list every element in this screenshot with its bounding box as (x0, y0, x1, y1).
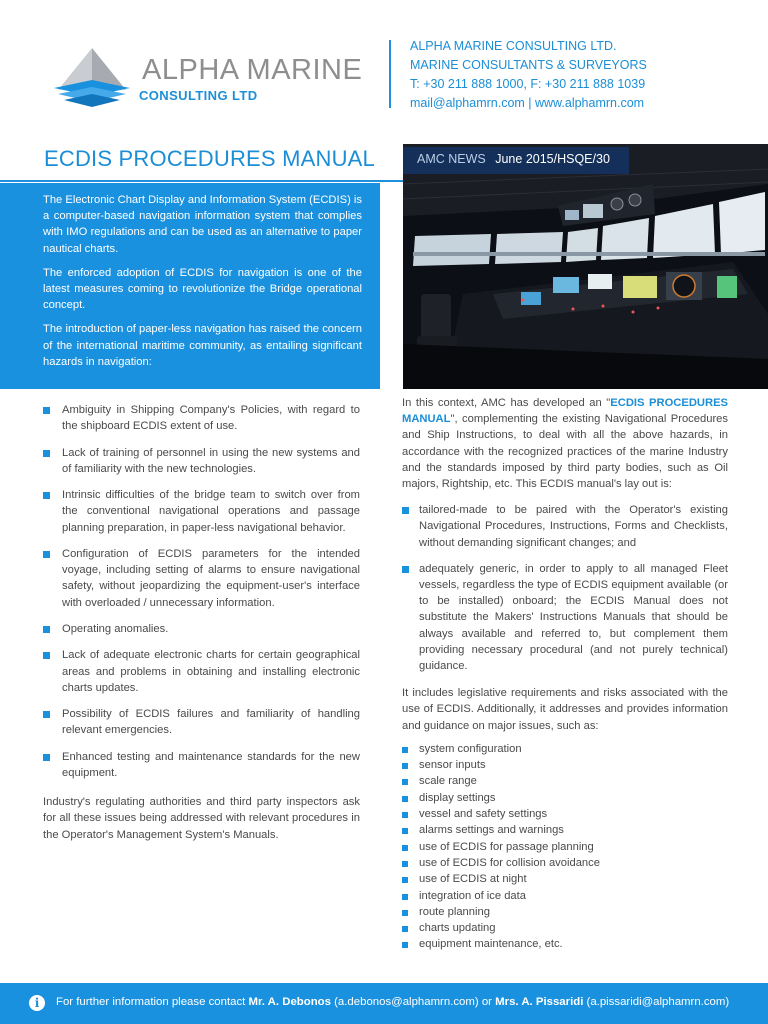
list-item (402, 741, 728, 757)
footer-contact (56, 996, 729, 1008)
bullet-square-icon (402, 747, 408, 753)
bullet-square-icon (402, 861, 408, 867)
list-item (43, 487, 360, 536)
manual-column (402, 395, 728, 953)
bullet-square-icon (43, 492, 50, 499)
bullet-square-icon (402, 845, 408, 851)
contact-name-1: Mr. A. Debonos (248, 996, 331, 1008)
contact-name-2: Mrs. A. Pissaridi (495, 996, 584, 1008)
context-paragraph (402, 395, 728, 492)
list-item-text: Intrinsic difficulties of the bridge team to switch over from the conventional navigational operations and passage planning preparation, in paper-less navigational behavior. (62, 489, 360, 534)
list-item (402, 920, 728, 936)
list-item-text: tailored-made to be paired with the Operator's existing Navigational Procedures, Instructions, Forms and Checklists, without demanding significant changes; and (419, 504, 728, 549)
bullet-square-icon (402, 763, 408, 769)
header-divider (389, 40, 391, 108)
footer-lead: For further information please contact (56, 996, 246, 1008)
list-item (402, 561, 728, 674)
intro-paragraph: The enforced adoption of ECDIS for navigation is one of the latest measures coming to revolutionize the Bridge operational concept. (43, 266, 362, 312)
intro-panel (0, 183, 380, 389)
contact-email-2[interactable]: (a.pissaridi@alphamrn.com) (586, 996, 730, 1008)
contact-block (410, 37, 647, 113)
news-label: AMC NEWS (417, 152, 486, 166)
context-end: ", complementing the existing Navigational Procedures and Ship Instructions, to deal with all the above hazards, in accordance with the recognized practices of the marine Industry and the standards imposed by third party bodies, such as Oil majors, Rightship, etc. This ECDIS manual's lay out is: (402, 413, 728, 491)
intro-paragraph: The Electronic Chart Display and Information System (ECDIS) is a computer-based navigation information system that complies with IMO regulations and can be used as an alternative to paper nautical charts. (43, 194, 362, 255)
list-item-text: adequately generic, in order to apply to all managed Fleet vessels, regardless the type of ECDIS equipment available (or to be installed) onboard; the ECDIS Manual does not substitute the Makers' Instructions Manuals that should be always available and referred to, but complement them providing necessary procedural (and not purely technical) guidance. (419, 562, 728, 673)
list-item (43, 402, 360, 434)
bullet-square-icon (402, 566, 409, 573)
list-item-text: route planning (419, 905, 490, 918)
list-item-text: sensor inputs (419, 759, 486, 772)
brand-name: ALPHA MARINE (142, 54, 363, 86)
ship-bridge-photo (403, 144, 768, 389)
hazards-column (43, 402, 360, 843)
bullet-square-icon (402, 779, 408, 785)
info-icon: i (29, 995, 45, 1011)
company-logo (50, 42, 380, 112)
list-item (402, 773, 728, 789)
footer-bar (0, 983, 768, 1024)
topics-list (402, 741, 728, 953)
context-start: In this context, AMC has developed an " (402, 397, 611, 409)
list-item (402, 888, 728, 904)
list-item-text: use of ECDIS at night (419, 873, 527, 886)
bullet-square-icon (402, 942, 408, 948)
pyramid-logo-icon (50, 46, 134, 108)
list-item-text: Possibility of ECDIS failures and familiarity of handling relevant emergencies. (62, 708, 360, 737)
bullet-square-icon (43, 626, 50, 633)
list-item (402, 936, 728, 952)
footer-join: or (481, 996, 492, 1008)
list-item-text: system configuration (419, 742, 522, 755)
list-item-text: Enhanced testing and maintenance standards for the new equipment. (62, 750, 360, 779)
list-item (402, 839, 728, 855)
list-item-text: use of ECDIS for collision avoidance (419, 856, 600, 869)
contact-company: ALPHA MARINE CONSULTING LTD. (410, 39, 617, 53)
bullet-square-icon (402, 926, 408, 932)
contact-tagline: MARINE CONSULTANTS & SURVEYORS (410, 58, 647, 72)
list-item-text: Lack of training of personnel in using the new systems and of familiarity with the new technologies. (62, 446, 360, 475)
bullet-square-icon (402, 877, 408, 883)
list-item (402, 904, 728, 920)
list-item-text: equipment maintenance, etc. (419, 938, 563, 951)
news-issue: June 2015/HSQE/30 (495, 152, 610, 166)
list-item-text: Ambiguity in Shipping Company's Policies, with regard to the shipboard ECDIS extent of use. (62, 404, 360, 433)
contact-links[interactable]: mail@alphamrn.com | www.alphamrn.com (410, 96, 645, 110)
list-item-text: Configuration of ECDIS parameters for the intended voyage, including setting of alarms to ensure navigational safety, without jeopardizing the equipment-user's interface with overloaded / unnecessary information. (62, 547, 360, 609)
list-item-text: vessel and safety settings (419, 808, 548, 821)
bullet-square-icon (43, 551, 50, 558)
list-item (43, 445, 360, 477)
brand-subtitle: CONSULTING LTD (139, 88, 258, 103)
list-item (402, 822, 728, 838)
bullet-square-icon (43, 711, 50, 718)
bullet-square-icon (43, 407, 50, 414)
list-item-text: alarms settings and warnings (419, 824, 564, 837)
bullet-square-icon (402, 812, 408, 818)
bullet-square-icon (402, 796, 408, 802)
list-item (43, 706, 360, 738)
list-item (402, 806, 728, 822)
list-item-text: Lack of adequate electronic charts for certain geographical areas and problems in obtaining and installing electronic charts updates. (62, 649, 360, 694)
scope-paragraph: It includes legislative requirements and risks associated with the use of ECDIS. Additionally, it addresses and provides information and guidance on major issues, such as: (402, 687, 728, 732)
list-item-text: display settings (419, 791, 496, 804)
intro-paragraph: The introduction of paper-less navigation has raised the concern of the international maritime community, as entailing significant hazards in navigation: (43, 323, 362, 368)
bullet-square-icon (402, 910, 408, 916)
bullet-square-icon (402, 828, 408, 834)
bullet-square-icon (43, 754, 50, 761)
list-item (43, 621, 360, 637)
list-item (43, 647, 360, 696)
list-item (43, 749, 360, 781)
list-item-text: Operating anomalies. (62, 622, 169, 635)
bullet-square-icon (43, 450, 50, 457)
bullet-square-icon (402, 507, 409, 514)
list-item-text: charts updating (419, 922, 496, 935)
title-underline (0, 180, 403, 182)
news-badge (403, 147, 629, 174)
list-item-text: integration of ice data (419, 889, 526, 902)
list-item-text: use of ECDIS for passage planning (419, 840, 594, 853)
list-item (402, 790, 728, 806)
closing-paragraph: Industry's regulating authorities and third party inspectors ask for all these issues being addressed with relevant procedures in the Operator's Management System's Manuals. (43, 796, 360, 841)
page-title: ECDIS PROCEDURES MANUAL (44, 146, 375, 171)
contact-email-1[interactable]: (a.debonos@alphamrn.com) (334, 996, 479, 1008)
list-item (402, 502, 728, 551)
list-item (402, 871, 728, 887)
list-item (402, 855, 728, 871)
list-item (402, 757, 728, 773)
list-item-text: scale range (419, 775, 477, 788)
manual-name-highlight: ECDIS PROCEDURES MANUAL (402, 397, 728, 426)
bullet-square-icon (43, 652, 50, 659)
list-item (43, 546, 360, 611)
contact-phone: T: +30 211 888 1000, F: +30 211 888 1039 (410, 77, 646, 91)
bullet-square-icon (402, 894, 408, 900)
